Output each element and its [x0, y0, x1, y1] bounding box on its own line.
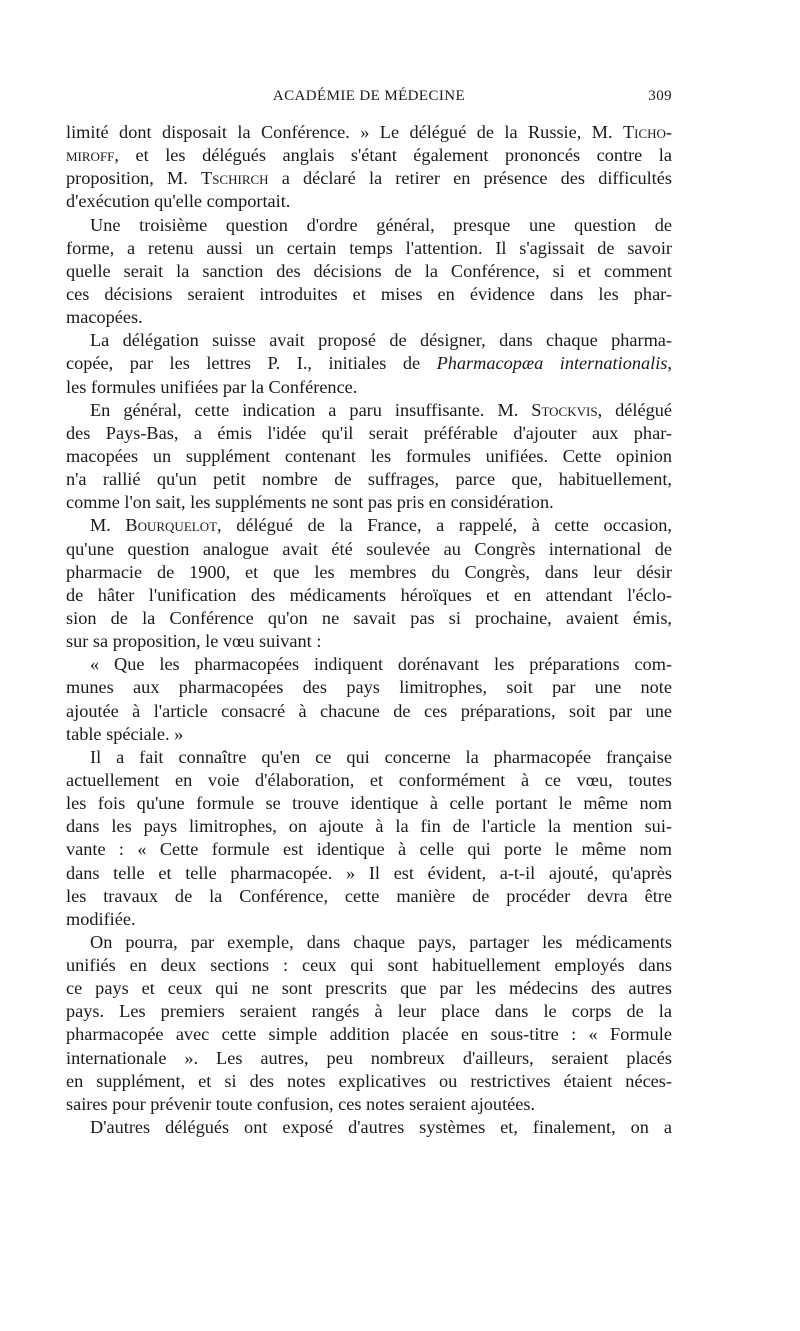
text-line	[66, 630, 672, 653]
text-run: actuellement en voie d'élaboration, et conformément à ce vœu, toutes	[66, 769, 672, 790]
text-run: Bourquelot	[125, 515, 218, 536]
text-line	[66, 514, 672, 537]
text-line	[66, 561, 672, 584]
text-run: quelle serait la sanction des décisions de la Conférence, si et comment	[66, 260, 672, 281]
text-run: Il a fait connaître qu'en ce qui concerne la pharmacopée française	[90, 746, 672, 767]
text-run: les travaux de la Conférence, cette manière de procéder devra être	[66, 885, 672, 906]
text-line	[66, 1023, 672, 1046]
text-line	[66, 1000, 672, 1023]
text-run: , délégué	[597, 399, 672, 420]
text-line	[66, 144, 672, 167]
text-line	[66, 885, 672, 908]
text-line	[66, 306, 672, 329]
text-run: vante : « Cette formule est identique à celle qui porte le même nom	[66, 839, 672, 860]
text-line	[66, 977, 672, 1000]
text-line	[66, 352, 672, 375]
text-line	[66, 1047, 672, 1070]
text-line	[66, 838, 672, 861]
text-run: ,	[667, 353, 672, 374]
text-line	[66, 723, 672, 746]
text-run: sur sa proposition, le vœu suivant :	[66, 631, 322, 652]
text-line	[66, 399, 672, 422]
text-run: ce pays et ceux qui ne sont prescrits que par les médecins des autres	[66, 978, 672, 999]
text-line	[66, 167, 672, 190]
text-run: comme l'on sait, les suppléments ne sont pas pris en considération.	[66, 492, 554, 513]
text-run: forme, a retenu aussi un certain temps l'attention. Il s'agissait de savoir	[66, 237, 672, 258]
text-line	[66, 237, 672, 260]
text-run: copée, par les lettres P. I., initiales de	[66, 353, 437, 374]
text-line	[66, 283, 672, 306]
text-run: internationale ». Les autres, peu nombreux d'ailleurs, seraient placés	[66, 1047, 672, 1068]
text-line	[66, 584, 672, 607]
text-line	[66, 862, 672, 885]
text-run: les formules unifiées par la Conférence.	[66, 376, 358, 397]
text-run: qu'une question analogue avait été soulevée au Congrès international de	[66, 538, 672, 559]
text-line	[66, 376, 672, 399]
text-run: a déclaré la retirer en présence des difficultés	[268, 168, 672, 189]
text-line	[66, 190, 672, 213]
text-run: Une troisième question d'ordre général, presque une question de	[90, 214, 672, 235]
text-run: Ticho-	[622, 122, 672, 142]
text-run: saires pour prévenir toute confusion, ces notes seraient ajoutées.	[66, 1093, 536, 1114]
text-line	[66, 815, 672, 838]
text-run: macopées.	[66, 307, 143, 328]
text-run: dans les pays limitrophes, on ajoute à la fin de l'article la mention sui-	[66, 816, 672, 837]
text-run: « Que les pharmacopées indiquent dorénavant les préparations com-	[90, 654, 672, 675]
text-run: La délégation suisse avait proposé de désigner, dans chaque pharma-	[90, 330, 672, 351]
text-run: macopées un supplément contenant les formules unifiées. Cette opinion	[66, 445, 672, 466]
text-line	[66, 676, 672, 699]
running-title: ACADÉMIE DE MÉDECINE	[272, 88, 466, 104]
text-run: proposition, M.	[66, 168, 202, 189]
text-line	[66, 1116, 672, 1139]
text-line	[66, 700, 672, 723]
text-run: des Pays-Bas, a émis l'idée qu'il serait préférable d'ajouter aux phar-	[66, 422, 672, 443]
text-line	[66, 214, 672, 237]
text-run: , et les délégués anglais s'étant également prononcés contre la	[114, 145, 672, 166]
text-line	[66, 769, 672, 792]
body-text	[66, 121, 672, 1139]
text-run: en supplément, et si des notes explicatives ou restrictives étaient néces-	[66, 1070, 672, 1091]
text-line	[66, 908, 672, 931]
text-run: pharmacie de 1900, et que les membres du Congrès, dans leur désir	[66, 561, 672, 582]
text-run: unifiés en deux sections : ceux qui sont habituellement employés dans	[66, 955, 672, 976]
text-run: table spéciale. »	[66, 723, 184, 744]
text-line	[66, 468, 672, 491]
running-head	[66, 88, 672, 112]
text-run: munes aux pharmacopées des pays limitrophes, soit par une note	[66, 677, 672, 698]
text-run: D'autres délégués ont exposé d'autres systèmes et, finalement, on a	[90, 1117, 672, 1138]
text-run: En général, cette indication a paru insuffisante. M.	[90, 399, 532, 420]
text-line	[66, 931, 672, 954]
page-number: 309	[648, 88, 672, 104]
text-line	[66, 1093, 672, 1116]
text-line	[66, 422, 672, 445]
text-run: les fois qu'une formule se trouve identique à celle portant le même nom	[66, 793, 672, 814]
text-run: M.	[90, 515, 126, 536]
text-line	[66, 329, 672, 352]
text-run: d'exécution qu'elle comportait.	[66, 191, 291, 212]
text-line	[66, 491, 672, 514]
text-line	[66, 260, 672, 283]
text-line	[66, 445, 672, 468]
text-run: Pharmacopæa internationalis	[436, 353, 668, 374]
text-run: Stockvis	[531, 399, 598, 420]
text-line	[66, 538, 672, 561]
text-run: sion de la Conférence qu'on ne savait pas si prochaine, avaient émis,	[66, 607, 672, 628]
text-line	[66, 121, 672, 144]
text-line	[66, 653, 672, 676]
text-line	[66, 607, 672, 630]
text-run: , délégué de la France, a rappelé, à cette occasion,	[217, 515, 672, 536]
text-run: de hâter l'unification des médicaments héroïques et en attendant l'éclo-	[66, 584, 672, 605]
text-line	[66, 1070, 672, 1093]
text-line	[66, 954, 672, 977]
text-run: ajoutée à l'article consacré à chacune de ces préparations, soit par une	[66, 700, 672, 721]
text-run: dans telle et telle pharmacopée. » Il est évident, a-t-il ajouté, qu'après	[66, 862, 672, 883]
text-run: miroff	[66, 145, 115, 166]
text-run: n'a rallié qu'un petit nombre de suffrages, parce que, habituellement,	[66, 469, 672, 490]
text-line	[66, 792, 672, 815]
text-run: pays. Les premiers seraient rangés à leur place dans le corps de la	[66, 1001, 672, 1022]
text-run: limité dont disposait la Conférence. » Le délégué de la Russie, M.	[66, 122, 623, 142]
text-run: Tschirch	[201, 168, 269, 189]
text-run: modifiée.	[66, 908, 136, 929]
text-run: ces décisions seraient introduites et mises en évidence dans les phar-	[66, 283, 672, 304]
text-run: On pourra, par exemple, dans chaque pays, partager les médicaments	[90, 931, 672, 952]
text-line	[66, 746, 672, 769]
text-run: pharmacopée avec cette simple addition placée en sous-titre : « Formule	[66, 1024, 672, 1045]
